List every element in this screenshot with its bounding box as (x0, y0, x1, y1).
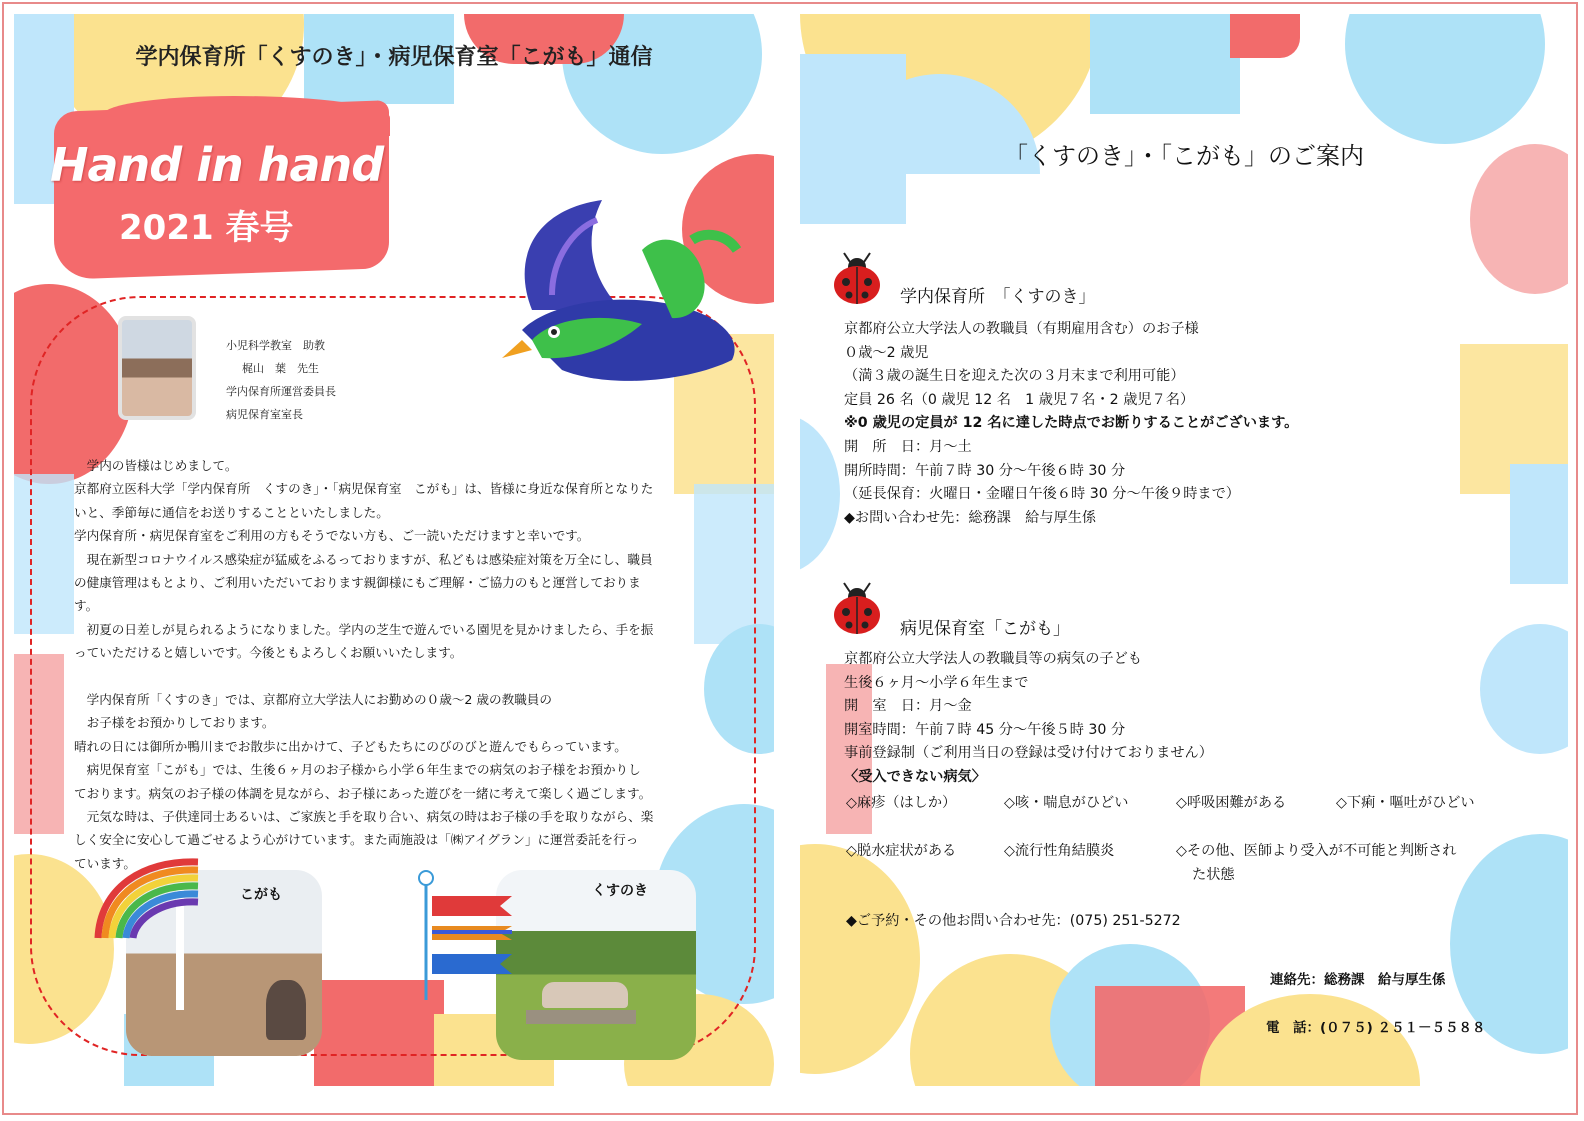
body-line: の健康管理はもとより、ご利用いただいております親御様にもご理解・ご協力のもと運営しておりま (74, 575, 641, 591)
guide-title: 「くすのき」・「こがも」のご案内 (1004, 142, 1364, 170)
reservation-contact: ◆ご予約・その他お問い合わせ先：(075) 251-5272 (846, 913, 1181, 929)
info-line: （延長保育：火曜日・金曜日午後６時 30 分～午後９時まで） (844, 486, 1240, 503)
body-line: 病児保育室「こがも」では、生後６ヶ月のお子様から小学６年生までの病気のお子様をお預かりし (74, 762, 641, 778)
body-line: いと、季節毎に通信をお送りすることといたしました。 (74, 504, 389, 520)
body-line: 学内保育所「くすのき」では、京都府立大学法人にお勤めの０歳～2 歳の教職員の (74, 692, 552, 708)
newsletter-page-left (14, 14, 774, 1086)
deco-circle (1345, 14, 1545, 144)
info-line-notice: ※0 歳児の定員が 12 名に達した時点でお断りすることがございます。 (844, 415, 1299, 432)
disease-item: ◇呼吸困難がある (1176, 795, 1287, 811)
deco-circle (800, 844, 920, 1074)
body-line: お子様をお預かりしております。 (74, 715, 275, 731)
teacher-role-1: 学内保育所運営委員長 (226, 385, 336, 398)
body-line: 学内保育所・病児保育室をご利用の方もそうでない方も、ご一読いただけますと幸いです。 (74, 528, 590, 544)
info-line: 定員 26 名（0 歳児 12 名 1 歳児７名・2 歳児７名） (844, 391, 1195, 408)
kogamo-heading: 病児保育室「こがも」 (900, 619, 1070, 639)
info-line: 開所時間：午前７時 30 分～午後６時 30 分 (844, 462, 1126, 479)
teacher-name: 梶山 葉 先生 (242, 362, 319, 375)
rainbow-illustration (90, 850, 202, 940)
kogamo-info (844, 648, 1213, 790)
body-line: す。 (74, 598, 99, 614)
info-line: 生後６ヶ月～小学６年生まで (844, 674, 1029, 691)
issue-label: 2021 春号 (119, 208, 294, 248)
ladybug-icon (832, 252, 882, 304)
body-line: ています。 (74, 855, 136, 871)
info-line: 京都府公立大学法人の教職員（有期雇用含む）のお子様 (844, 321, 1199, 337)
body-line: 京都府立医科大学「学内保育所 くすのき」・「病児保育室 こがも」は、皆様に身近な保育所となりた (74, 481, 654, 497)
body-line: 晴れの日には御所か鴨川までお散歩に出かけて、子どもたちにのびのびと遊んでもらっています。 (74, 738, 627, 754)
disease-item: ◇流行性角結膜炎 (1004, 843, 1115, 859)
info-line: 開室時間：午前７時 45 分～午後５時 30 分 (844, 721, 1126, 738)
body-line: ております。病気のお子様の体調を見ながら、お子様にあった遊びを一緒に考えて楽しく過ごします。 (74, 785, 652, 801)
disease-item-continued: た状態 (1192, 867, 1235, 883)
kusunoki-heading: 学内保育所 「くすのき」 (900, 287, 1096, 307)
ladybug-icon (832, 582, 882, 634)
body-line: 現在新型コロナウイルス感染症が猛威をふるっておりますが、私どもは感染症対策を万全にし、職員 (74, 551, 653, 567)
body-line: っていただけると嬉しいです。今後ともよろしくお願いいたします。 (74, 645, 463, 661)
teacher-position: 小児科学教室 助教 (226, 339, 325, 352)
excluded-diseases-heading: 〈受入できない病気〉 (844, 768, 986, 785)
body-line: 学内の皆様はじめまして。 (74, 458, 238, 473)
teacher-portrait (118, 316, 196, 420)
teacher-info (226, 334, 336, 426)
teacher-role-2: 病児保育室室長 (226, 408, 303, 421)
body-line: 元気な時は、子供達同士あるいは、ご家族と手を取り合い、病気の時はお子様の手を取りながら、楽 (74, 809, 654, 825)
deco-circle (1480, 624, 1568, 754)
newsletter-title: 学内保育所「くすのき」・病児保育室「こがも」通信 (135, 45, 653, 70)
info-line: 開 室 日：月～金 (844, 698, 972, 715)
info-line: 京都府公立大学法人の教職員等の病気の子ども (844, 651, 1142, 667)
deco-circle (800, 414, 840, 574)
deco-rect (1090, 14, 1240, 114)
disease-item: ◇その他、医師より受入が不可能と判断され (1176, 843, 1457, 859)
info-line: （満３歳の誕生日を迎えた次の３月末まで利用可能） (844, 368, 1185, 385)
body-line: 初夏の日差しが見られるようになりました。学内の芝生で遊んでいる園児を見かけましたら、手を振 (74, 621, 654, 637)
disease-item: ◇下痢・嘔吐がひどい (1336, 795, 1475, 811)
bird-illustration (492, 200, 752, 400)
disease-item: ◇脱水症状がある (846, 843, 957, 859)
kogamo-photo-label: こがも (240, 887, 282, 903)
photo-bench (526, 1010, 636, 1024)
body-line: しく安全に安心して過ごせるよう心がけています。また両施設は「㈱アイグラン」に運営委託を行っ (74, 832, 639, 848)
phone-label: 電 話：(０７５) ２５１－５５８８ (1266, 1020, 1486, 1036)
info-line: ０歳～2 歳児 (844, 344, 929, 361)
photo-children (542, 982, 628, 1008)
photo-figure (266, 980, 306, 1040)
koinobori-illustration (412, 870, 522, 1004)
disease-item: ◇麻疹（はしか） (846, 795, 957, 811)
info-line: 事前登録制（ご利用当日の登録は受け付けておりません） (844, 745, 1213, 762)
info-line: 開 所 日：月～土 (844, 438, 972, 455)
deco-rect (1230, 14, 1300, 58)
disease-item: ◇咳・喘息がひどい (1004, 795, 1129, 811)
newsletter-page-right (800, 14, 1568, 1086)
kusunoki-photo-label: くすのき (592, 883, 648, 899)
greeting-body (74, 454, 724, 875)
deco-rect (1510, 464, 1568, 584)
info-line: ◆お問い合わせ先：総務課 給与厚生係 (844, 509, 1097, 526)
body-line (74, 665, 724, 688)
kusunoki-info (844, 318, 1298, 530)
hand-in-hand-title: Hand in hand (50, 138, 384, 192)
contact-label: 連絡先：総務課 給与厚生係 (1270, 972, 1446, 988)
